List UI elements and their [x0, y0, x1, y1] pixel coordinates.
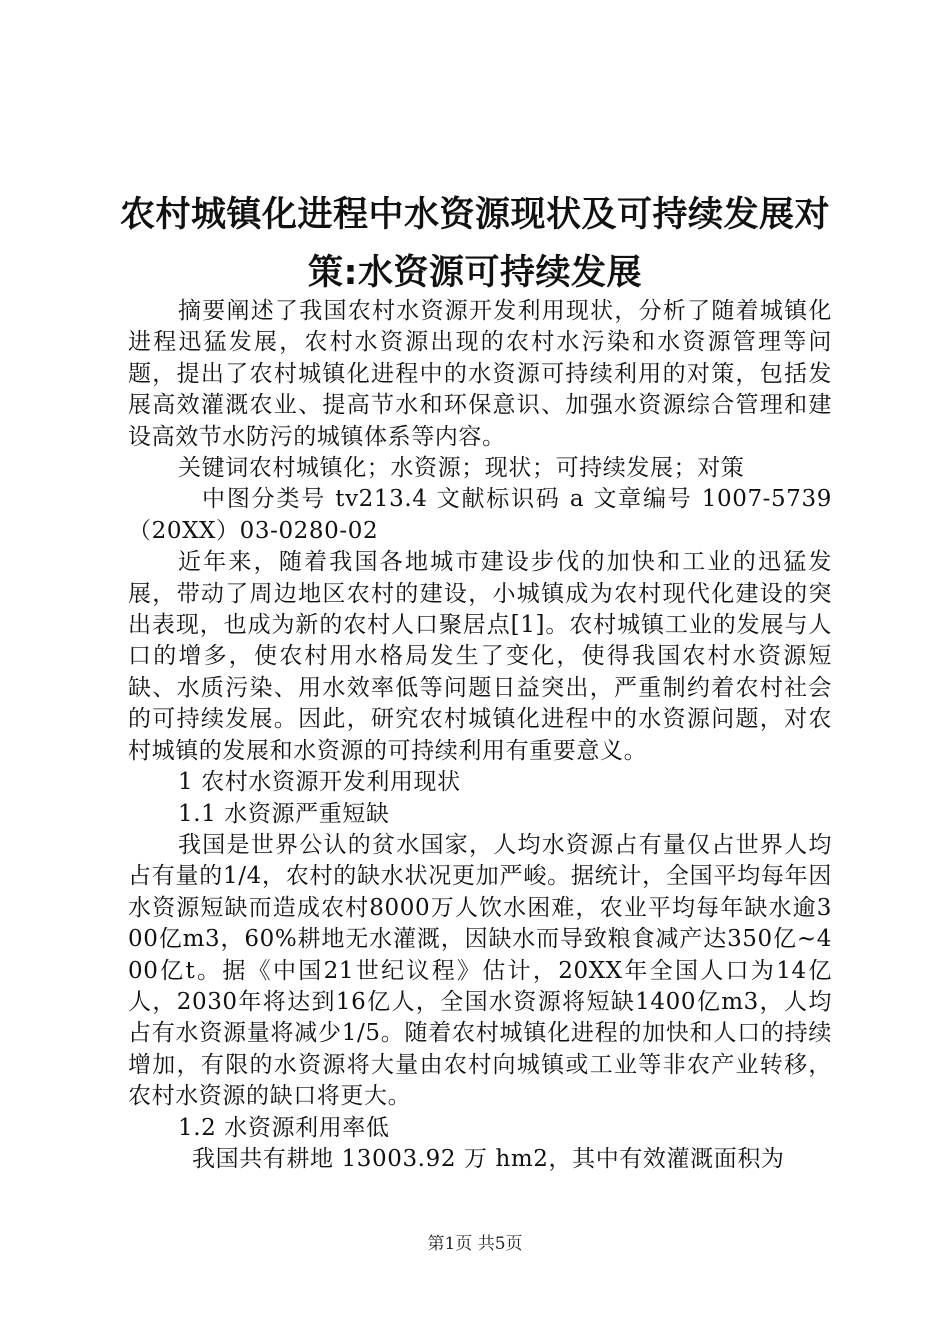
intro-paragraph: 近年来，随着我国各地城市建设步伐的加快和工业的迅猛发展，带动了周边地区农村的建设，小城镇成为农村现代化建设的突出表现，也成为新的农村人口聚居点[1]。农村城镇工业的发展与人口的增多，使农村用水格局发生了变化，使得我国农村水资源短缺、水质污染、用水效率低等问题日益突出，严重制约着农村社会的可持续发展。因此，研究农村城镇化进程中的水资源问题，对农村城镇的发展和水资源的可持续利用有重要意义。: [128, 549, 832, 764]
keywords-line: 关键词农村城镇化；水资源；现状；可持续发展；对策: [178, 455, 745, 482]
farmland-paragraph: 我国共有耕地 13003.92 万 hm2，其中有效灌溉面积为: [192, 1145, 785, 1172]
section-heading-1: 1 农村水资源开发利用现状: [178, 769, 461, 796]
section-heading-1-2: 1.2 水资源利用率低: [178, 1114, 390, 1141]
classification-line: 中图分类号 tv213.4 文献标识码 a 文章编号 1007-5739（20XX）03-0280-02: [128, 486, 832, 544]
page-footer: 第1页 共5页: [427, 1234, 523, 1254]
document-body: [128, 296, 832, 1175]
section-heading-1-1: 1.1 水资源严重短缺: [178, 800, 390, 827]
shortage-paragraph: 我国是世界公认的贫水国家，人均水资源占有量仅占世界人均占有量的1/4，农村的缺水状况更加严峻。据统计，全国平均每年因水资源短缺而造成农村8000万人饮水困难，农业平均每年缺水逾300亿m3，60%耕地无水灌溉，因缺水而导致粮食减产达350亿~400亿t。据《中国21世纪议程》估计，20XX年全国人口为14亿人，2030年将达到16亿人，全国水资源将短缺1400亿m3，人均占有水资源量将减少1/5。随着农村城镇化进程的加快和人口的持续增加，有限的水资源将大量由农村向城镇或工业等非农产业转移，农村水资源的缺口将更大。: [128, 831, 832, 1110]
abstract-paragraph: 摘要阐述了我国农村水资源开发利用现状，分析了随着城镇化进程迅猛发展，农村水资源出现的农村水污染和水资源管理等问题，提出了农村城镇化进程中的水资源可持续利用的对策，包括发展高效灌溉农业、提高节水和环保意识、加强水资源综合管理和建设高效节水防污的城镇体系等内容。: [128, 298, 832, 450]
document-title: 农村城镇化进程中水资源现状及可持续发展对策:水资源可持续发展: [119, 195, 830, 293]
